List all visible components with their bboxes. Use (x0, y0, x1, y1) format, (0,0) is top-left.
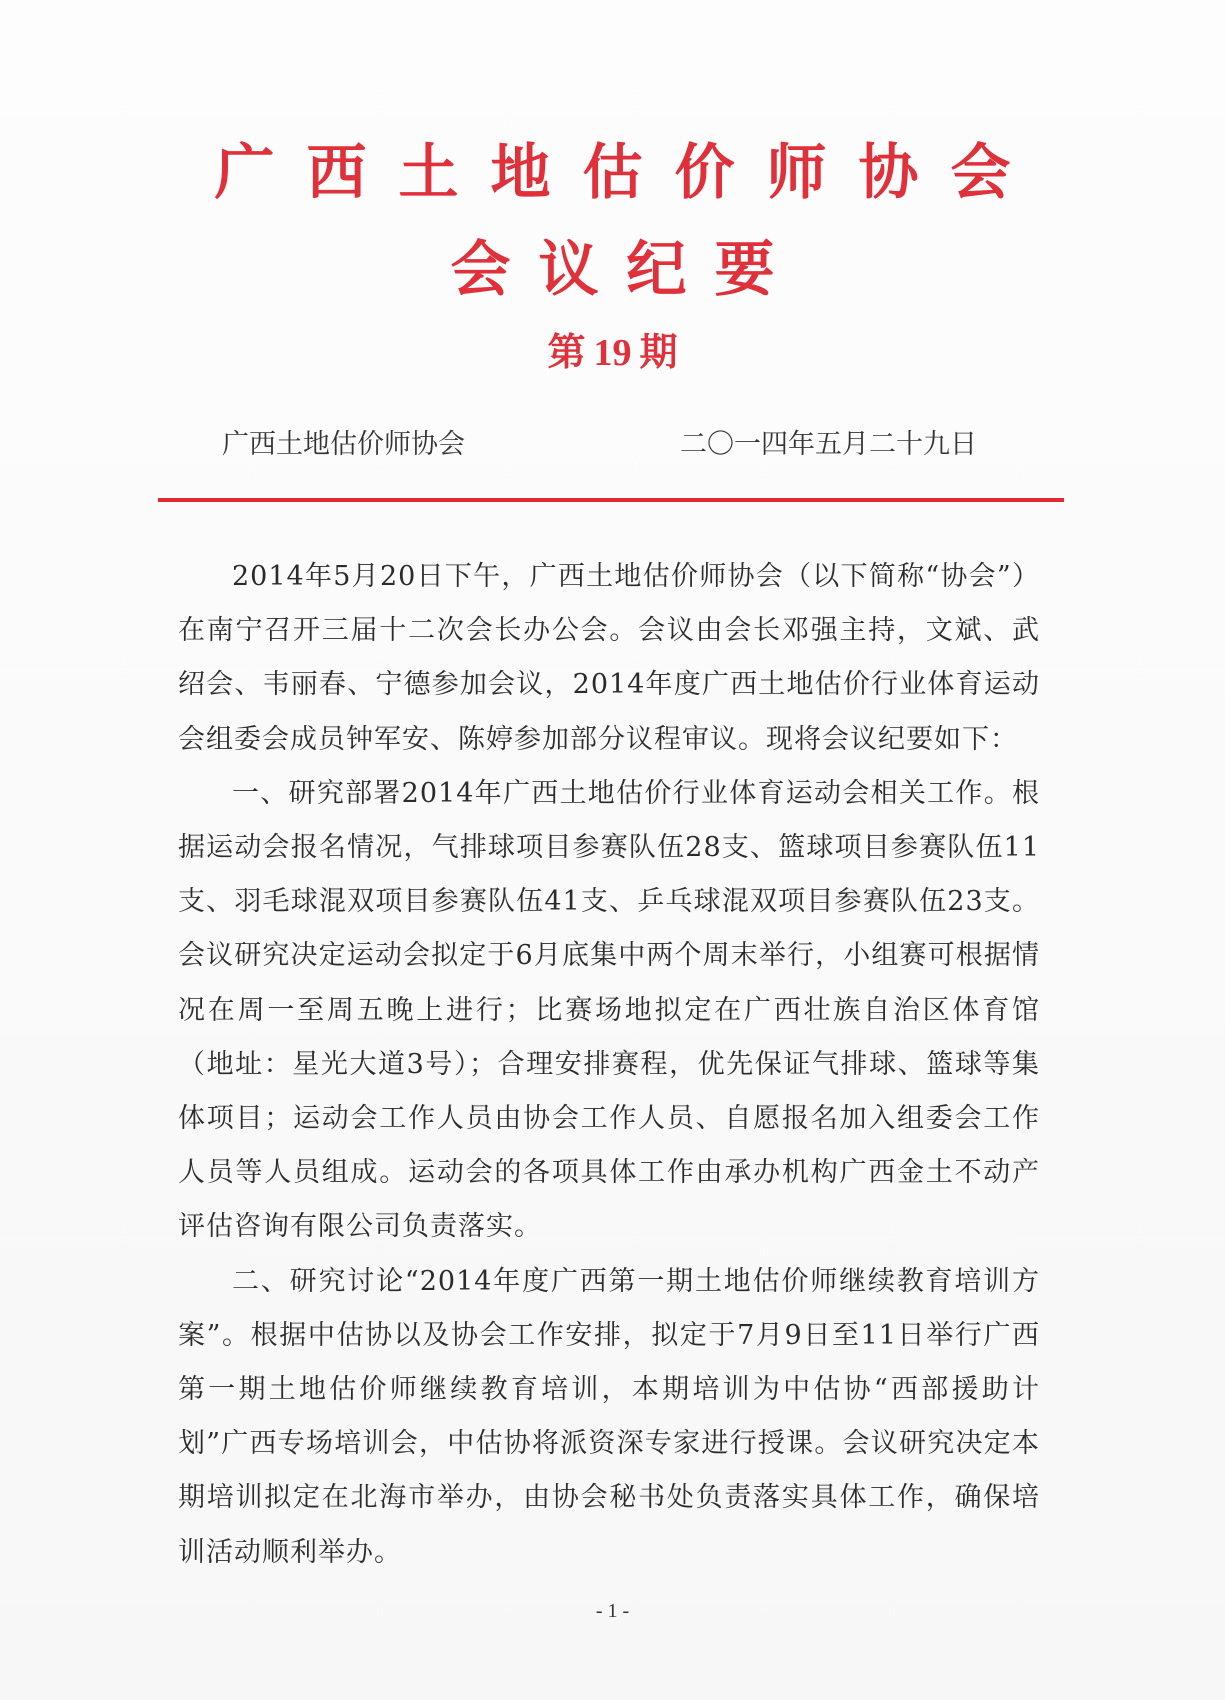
body-text (178, 550, 1040, 1580)
paragraph-intro: 2014年5月20日下午，广西土地估价师协会（以下简称“协会”）在南宁召开三届十二次会长办公会。会议由会长邓强主持，文斌、武绍会、韦丽春、宁德参加会议，2014年度广西土地估价行业体育运动会组委会成员钟军安、陈婷参加部分议程审议。现将会议纪要如下： (178, 561, 1040, 755)
org-title: 广西土地估价师协会 (214, 138, 1043, 208)
doc-type-title: 会议纪要 (450, 235, 803, 305)
paragraph-item-1: 一、研究部署2014年广西土地估价行业体育运动会相关工作。根据运动会报名情况，气排球项目参赛队伍28支、篮球项目参赛队伍11支、羽毛球混双项目参赛队伍41支、乒乓球混双项目参赛队伍23支。会议研究决定运动会拟定于6月底集中两个周末举行，小组赛可根据情况在周一至周五晚上进行；比赛场地拟定在广西壮族自治区体育馆（地址：星光大道3号）；合理安排赛程，优先保证气排球、篮球等集体项目；运动会工作人员由协会工作人员、自愿报名加入组委会工作人员等人员组成。运动会的各项具体工作由承办机构广西金土不动产评估咨询有限公司负责落实。 (178, 777, 1040, 1243)
page-number: - 1 - (595, 1600, 630, 1622)
paragraph-item-2: 二、研究讨论“2014年度广西第一期土地估价师继续教育培训方案”。根据中估协以及协会工作安排，拟定于7月9日至11日举行广西第一期土地估价师继续教育培训，本期培训为中估协“西部援助计划”广西专场培训会，中估协将派资深专家进行授课。会议研究决定本期培训拟定在北海市举办，由协会秘书处负责落实具体工作，确保培训活动顺利举办。 (178, 1265, 1040, 1568)
red-divider (158, 498, 1064, 502)
issue-number (0, 322, 1225, 383)
issue-prefix: 第 (547, 329, 586, 374)
issue-date: 二〇一四年五月二十九日 (680, 429, 977, 460)
issue-num: 19 (593, 332, 632, 374)
issue-suffix: 期 (639, 329, 678, 374)
issuer: 广西土地估价师协会 (222, 429, 465, 460)
